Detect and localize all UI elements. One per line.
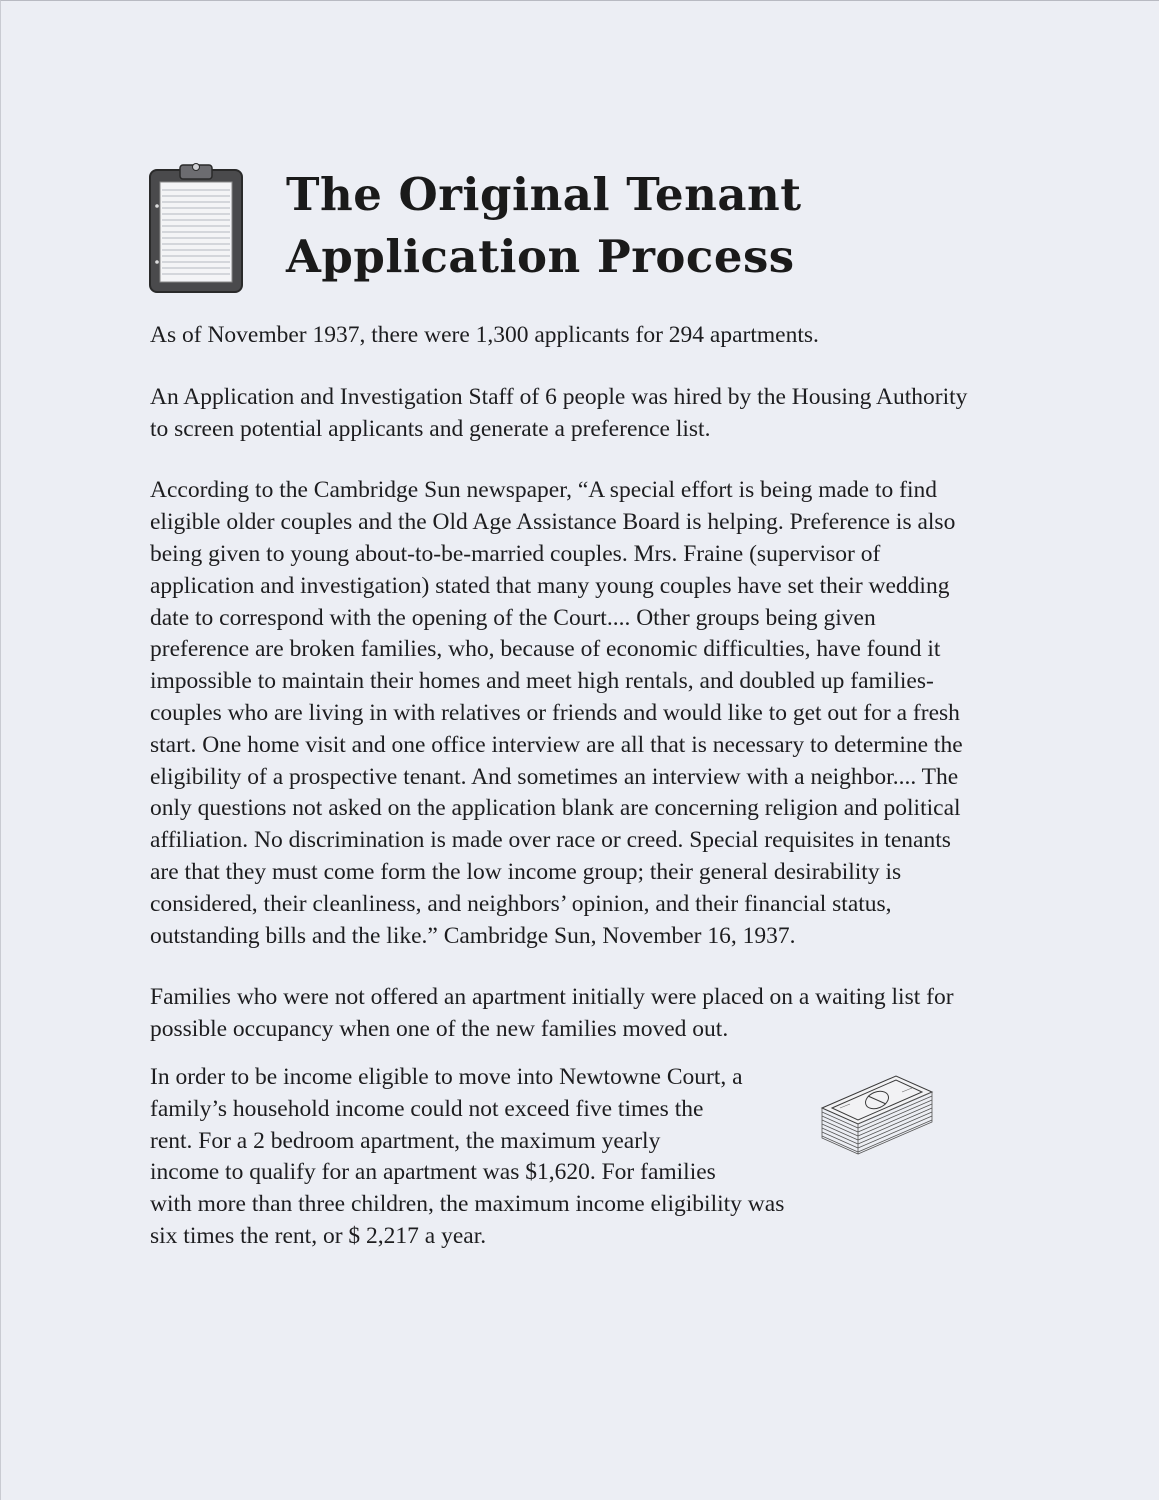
paragraph-staff: An Application and Investigation Staff of 6 people was hired by the Housing Authority to screen potential applicants and generate a preference list. (150, 383, 968, 442)
clipboard-icon (148, 162, 244, 294)
money-stack-icon (818, 1058, 936, 1156)
income-line: income to qualify for an apartment was $1,620. For families (150, 1159, 716, 1186)
paragraph-income-eligibility (150, 1062, 980, 1253)
paragraph-newspaper-quote: According to the Cambridge Sun newspaper, “A special effort is being made to find eligible older couples and the Old Age Assistance Board is helping. Preference is also being given to young about-to-be-married couples. Mrs. Fraine (supervisor of application and investigation) stated that many young couples have set their wedding date to correspond with the opening of the Court.... Other groups being given preference are broken families, who, because of economic difficulties, have found it impossible to maintain their homes and meet high rentals, and doubled up families-couples who are living in with relatives or friends and would like to get out for a fresh start. One home visit and one office interview are all that is necessary to determine the eligibility of a prospective tenant. And sometimes an interview with a neighbor.... The only questions not asked on the application blank are concerning religion and political affiliation. No discrimination is made over race or creed. Special requisites in tenants are that they must come form the low income group; their general desirability is considered, their cleanliness, and neighbors’ opinion, and their financial status, outstanding bills and the like.” Cambridge Sun, November 16, 1937. (150, 477, 963, 949)
paragraph-applicants: As of November 1937, there were 1,300 applicants for 294 apartments. (150, 322, 819, 348)
income-line: with more than three children, the maximum income eligibility was (150, 1191, 785, 1218)
title-block (148, 158, 1008, 308)
page-title (286, 164, 802, 288)
income-line: six times the rent, or $ 2,217 a year. (150, 1222, 487, 1249)
income-line: family’s household income could not exceed five times the (150, 1095, 704, 1122)
page-title-line-1: The Original Tenant (286, 168, 802, 221)
document-body (150, 320, 980, 1283)
income-line: In order to be income eligible to move into Newtowne Court, a (150, 1063, 743, 1090)
page-title-line-2: Application Process (286, 230, 795, 283)
paragraph-waiting-list: Families who were not offered an apartment initially were placed on a waiting list for possible occupancy when one of the new families moved out. (150, 984, 954, 1043)
income-line: rent. For a 2 bedroom apartment, the maximum yearly (150, 1127, 661, 1154)
